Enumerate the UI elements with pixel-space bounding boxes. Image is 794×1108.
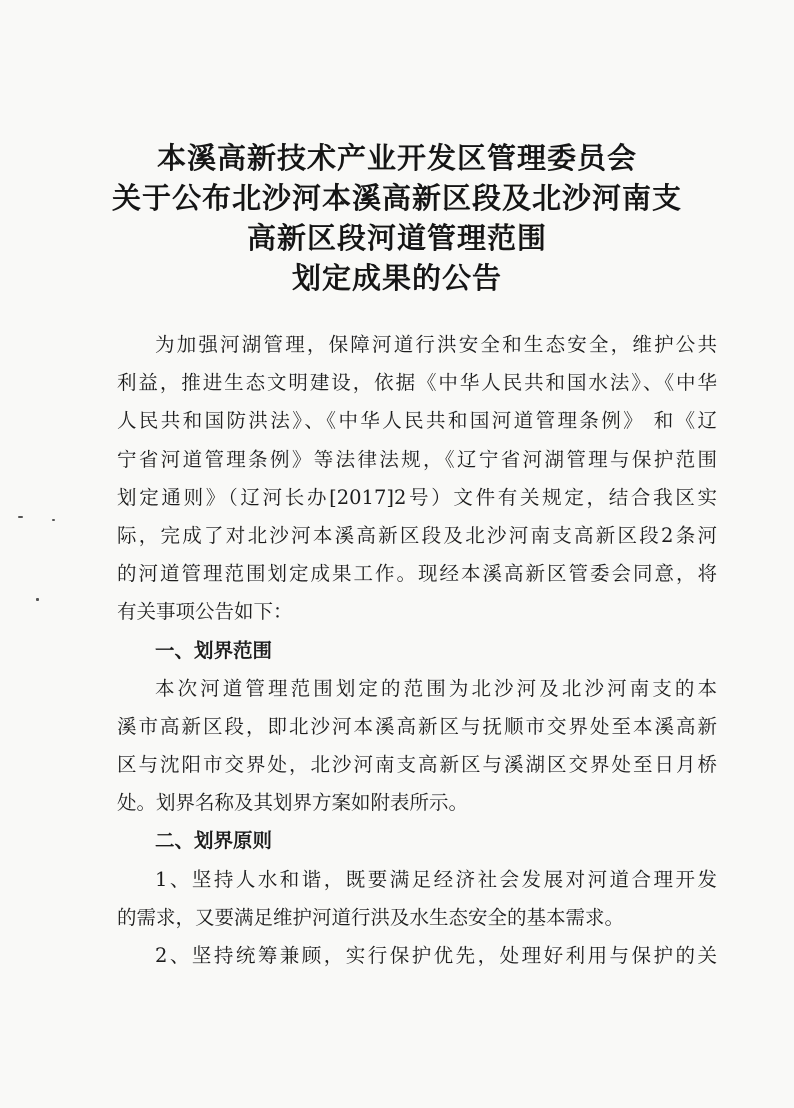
title-line-1: 本溪高新技术产业开发区管理委员会	[156, 141, 637, 175]
section-1-line-1: 本次河道管理范围划定的范围为北沙河及北沙河南支的本	[155, 676, 717, 700]
title-line-4: 划定成果的公告	[291, 261, 502, 295]
section-1-line-2: 溪市高新区段，即北沙河本溪高新区与抚顺市交界处至本溪高新	[117, 714, 717, 738]
intro-line-4: 宁省河道管理条例》等法律法规，《辽宁省河湖管理与保护范围	[117, 447, 717, 471]
intro-line-6: 际，完成了对北沙河本溪高新区段及北沙河南支高新区段2条河	[117, 523, 717, 547]
section-2-item-2-line-1: 2、坚持统筹兼顾，实行保护优先，处理好利用与保护的关	[155, 944, 717, 967]
intro-line-3: 人民共和国防洪法》、《中华人民共和国河道管理条例》 和《辽	[117, 409, 717, 433]
section-1-line-3: 区与沈阳市交界处，北沙河南支高新区与溪湖区交界处至日月桥	[117, 753, 717, 777]
intro-line-8: 有关事项公告如下：	[117, 600, 293, 624]
intro-line-7: 的河道管理范围划定成果工作。现经本溪高新区管委会同意，将	[117, 562, 717, 586]
scan-speck-mark	[18, 516, 23, 518]
section-1-heading: 一、划界范围	[155, 638, 273, 662]
title-line-2: 关于公布北沙河本溪高新区段及北沙河南支	[111, 181, 682, 215]
intro-line-5: 划定通则》（辽河长办[2017]2号）文件有关规定，结合我区实	[117, 485, 717, 509]
announcement-title	[0, 138, 794, 298]
section-1-line-4: 处。划界名称及其划界方案如附表所示。	[117, 791, 469, 815]
intro-line-2: 利益，推进生态文明建设，依据《中华人民共和国水法》、《中华	[117, 371, 717, 395]
intro-line-1: 为加强河湖管理，保障河道行洪安全和生态安全，维护公共	[155, 333, 717, 356]
scan-speck-mark	[36, 598, 39, 601]
announcement-body	[117, 326, 717, 975]
title-line-3: 高新区段河道管理范围	[246, 221, 547, 255]
section-2-item-1-line-2: 的需求，又要满足维护河道行洪及水生态安全的基本需求。	[117, 905, 625, 929]
section-2-heading: 二、划界原则	[155, 829, 273, 853]
section-2-item-1-line-1: 1、坚持人水和谐，既要满足经济社会发展对河道合理开发	[155, 867, 717, 891]
scan-speck-mark	[52, 519, 55, 521]
